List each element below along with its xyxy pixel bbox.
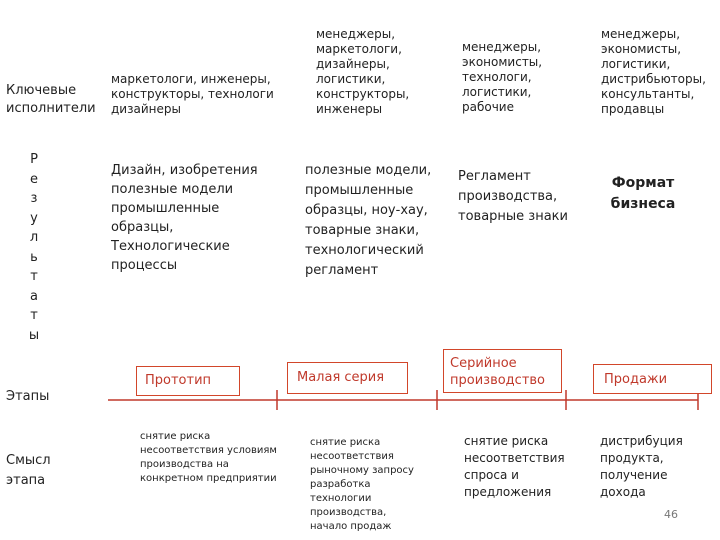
- stage-label: Малая серия: [297, 370, 385, 385]
- label-key-executors: [6, 82, 96, 118]
- text-line: несоответствия: [464, 451, 565, 465]
- text-line: товарные знаки: [458, 209, 568, 224]
- text-line: технологический: [305, 243, 424, 258]
- text-line: рабочие: [462, 100, 514, 114]
- stage-box-prototype: [136, 366, 240, 396]
- text-line: маркетологи, инженеры,: [111, 72, 271, 86]
- label-letter: т: [30, 269, 38, 284]
- text-line: дизайнеры: [111, 102, 181, 116]
- text-line: конкретном предприятии: [140, 473, 277, 484]
- label-letter: а: [30, 288, 38, 304]
- executors-col-2: [316, 27, 409, 117]
- text-line: консультанты,: [601, 87, 695, 101]
- page-number: 46: [664, 508, 678, 521]
- text-line: менеджеры,: [601, 27, 681, 41]
- label-line: Ключевые: [6, 83, 77, 98]
- text-line: логистики,: [316, 72, 386, 86]
- label-line: этапа: [6, 473, 46, 488]
- label-stage-meaning: [6, 451, 51, 491]
- text-line: дизайнеры,: [316, 57, 390, 71]
- text-line: дохода: [600, 485, 646, 499]
- text-line: предложения: [464, 485, 552, 499]
- label-stages: Этапы: [6, 389, 50, 404]
- text-line: Технологические: [111, 239, 230, 254]
- stage-box-serial-production: [443, 349, 562, 393]
- text-line: производства,: [458, 189, 558, 204]
- label-letter: л: [29, 230, 39, 245]
- text-line: снятие риска: [464, 434, 549, 448]
- text-line: логистики,: [462, 85, 532, 99]
- executors-col-1: [111, 72, 274, 117]
- text-line: конструкторы, технологи: [111, 87, 274, 101]
- text-line: Дизайн, изобретения: [111, 163, 258, 178]
- text-line: технологии: [310, 493, 372, 504]
- text-line: производства на: [140, 459, 229, 470]
- text-line: получение: [600, 468, 668, 482]
- label-letter: Р: [30, 152, 38, 167]
- text-line: несоответствия условиям: [140, 445, 277, 456]
- text-line: дистрибуция: [600, 434, 683, 448]
- text-line: менеджеры,: [462, 40, 542, 54]
- label-letter: е: [30, 171, 38, 187]
- executors-col-4: [601, 27, 706, 117]
- label-letter: з: [30, 191, 38, 206]
- text-line: промышленные: [111, 201, 220, 216]
- text-line: Формат: [611, 175, 675, 191]
- stage-label: Прототип: [145, 373, 212, 388]
- meaning-col-4: [600, 433, 683, 501]
- text-line: продукта,: [600, 451, 664, 465]
- text-line: дистрибьюторы,: [601, 72, 706, 86]
- meaning-col-3: [464, 433, 565, 501]
- text-line: регламент: [305, 263, 379, 278]
- results-col-4: [598, 173, 688, 215]
- label-letter: у: [30, 210, 38, 226]
- text-line: инженеры: [316, 102, 383, 116]
- results-col-1: [111, 161, 258, 275]
- label-letter: т: [30, 308, 38, 323]
- meaning-col-2: [310, 436, 414, 534]
- stage-box-small-series: [287, 362, 408, 394]
- stage-label: Продажи: [604, 372, 668, 387]
- text-line: бизнеса: [610, 196, 676, 212]
- text-line: спроса и: [464, 468, 519, 482]
- text-line: товарные знаки,: [305, 223, 420, 238]
- text-line: несоответствия: [310, 451, 394, 462]
- results-col-3: [458, 167, 568, 227]
- text-line: рыночному запросу: [310, 465, 414, 476]
- text-line: продавцы: [601, 102, 665, 116]
- text-line: образцы, ноу-хау,: [305, 203, 428, 218]
- text-line: снятие риска: [140, 431, 211, 442]
- label-letter: ы: [28, 327, 40, 343]
- stage-label: производство: [450, 373, 546, 388]
- text-line: образцы,: [111, 220, 174, 235]
- text-line: промышленные: [305, 183, 414, 198]
- text-line: полезные модели: [111, 182, 234, 197]
- text-line: снятие риска: [310, 437, 381, 448]
- text-line: маркетологи,: [316, 42, 402, 56]
- text-line: экономисты,: [462, 55, 543, 69]
- text-line: разработка: [310, 479, 371, 490]
- text-line: конструкторы,: [316, 87, 410, 101]
- label-results-vertical: [26, 150, 42, 345]
- stage-box-sales: [593, 364, 712, 394]
- text-line: логистики,: [601, 57, 671, 71]
- text-line: экономисты,: [601, 42, 682, 56]
- executors-col-3: [462, 40, 542, 115]
- text-line: производства,: [310, 507, 387, 518]
- meaning-col-1: [140, 430, 277, 486]
- label-line: исполнители: [6, 101, 96, 116]
- text-line: полезные модели,: [305, 163, 432, 178]
- label-letter: ь: [30, 249, 38, 265]
- text-line: процессы: [111, 258, 178, 273]
- text-line: технологи,: [462, 70, 532, 84]
- text-line: Регламент: [458, 169, 531, 184]
- text-line: менеджеры,: [316, 27, 396, 41]
- text-line: начало продаж: [310, 521, 392, 532]
- results-col-2: [305, 161, 431, 281]
- stage-label: Серийное: [450, 356, 517, 371]
- label-line: Смысл: [6, 453, 51, 468]
